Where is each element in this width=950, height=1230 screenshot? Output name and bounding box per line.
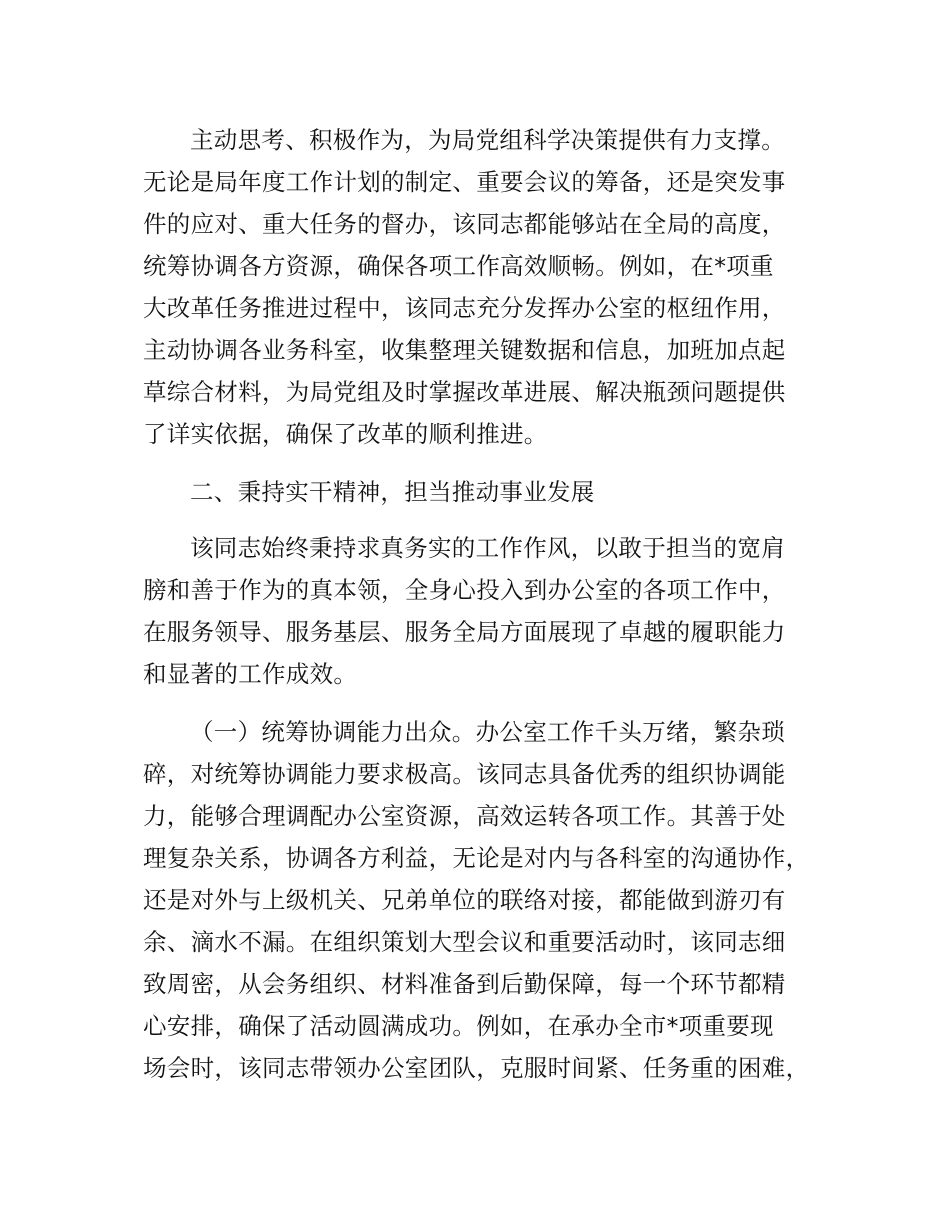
text-line: 该同志始终秉持求真务实的工作作风，以敢于担当的宽肩 (190, 534, 785, 562)
text-line: 件的应对、重大任务的督办，该同志都能够站在全局的高度， (143, 210, 786, 238)
text-line: （一）统筹协调能力出众。办公室工作千头万绪，繁杂琐 (190, 718, 785, 746)
text-line: 大改革任务推进过程中，该同志充分发挥办公室的枢纽作用， (143, 294, 786, 322)
text-line: 还是对外与上级机关、兄弟单位的联络对接，都能做到游刃有 (143, 886, 786, 914)
text-line: 场会时，该同志带领办公室团队，克服时间紧、任务重的困难， (143, 1054, 810, 1082)
text-line: 了详实依据，确保了改革的顺利推进。 (143, 420, 548, 448)
text-line: 心安排，确保了活动圆满成功。例如，在承办全市*项重要现 (143, 1012, 774, 1040)
text-line: 膀和善于作为的真本领，全身心投入到办公室的各项工作中， (143, 576, 786, 604)
text-line: 力，能够合理调配办公室资源，高效运转各项工作。其善于处 (143, 802, 786, 830)
text-line: 致周密，从会务组织、材料准备到后勤保障，每一个环节都精 (143, 970, 786, 998)
heading-text: 二、秉持实干精神，担当推动事业发展 (190, 478, 595, 506)
text-line: 主动协调各业务科室，收集整理关键数据和信息，加班加点起 (143, 336, 786, 364)
text-line: 在服务领导、服务基层、服务全局方面展现了卓越的履职能力 (143, 618, 786, 646)
text-line: 无论是局年度工作计划的制定、重要会议的筹备，还是突发事 (143, 168, 786, 196)
text-line: 统筹协调各方资源，确保各项工作高效顺畅。例如，在*项重 (143, 252, 774, 280)
text-line: 主动思考、积极作为，为局党组科学决策提供有力支撑。 (190, 126, 785, 154)
text-line: 余、滴水不漏。在组织策划大型会议和重要活动时，该同志细 (143, 928, 786, 956)
text-line: 理复杂关系，协调各方利益，无论是对内与各科室的沟通协作， (143, 844, 810, 872)
text-line: 和显著的工作成效。 (143, 660, 358, 688)
text-line: 草综合材料，为局党组及时掌握改革进展、解决瓶颈问题提供 (143, 378, 786, 406)
text-line: 碎，对统筹协调能力要求极高。该同志具备优秀的组织协调能 (143, 760, 786, 788)
